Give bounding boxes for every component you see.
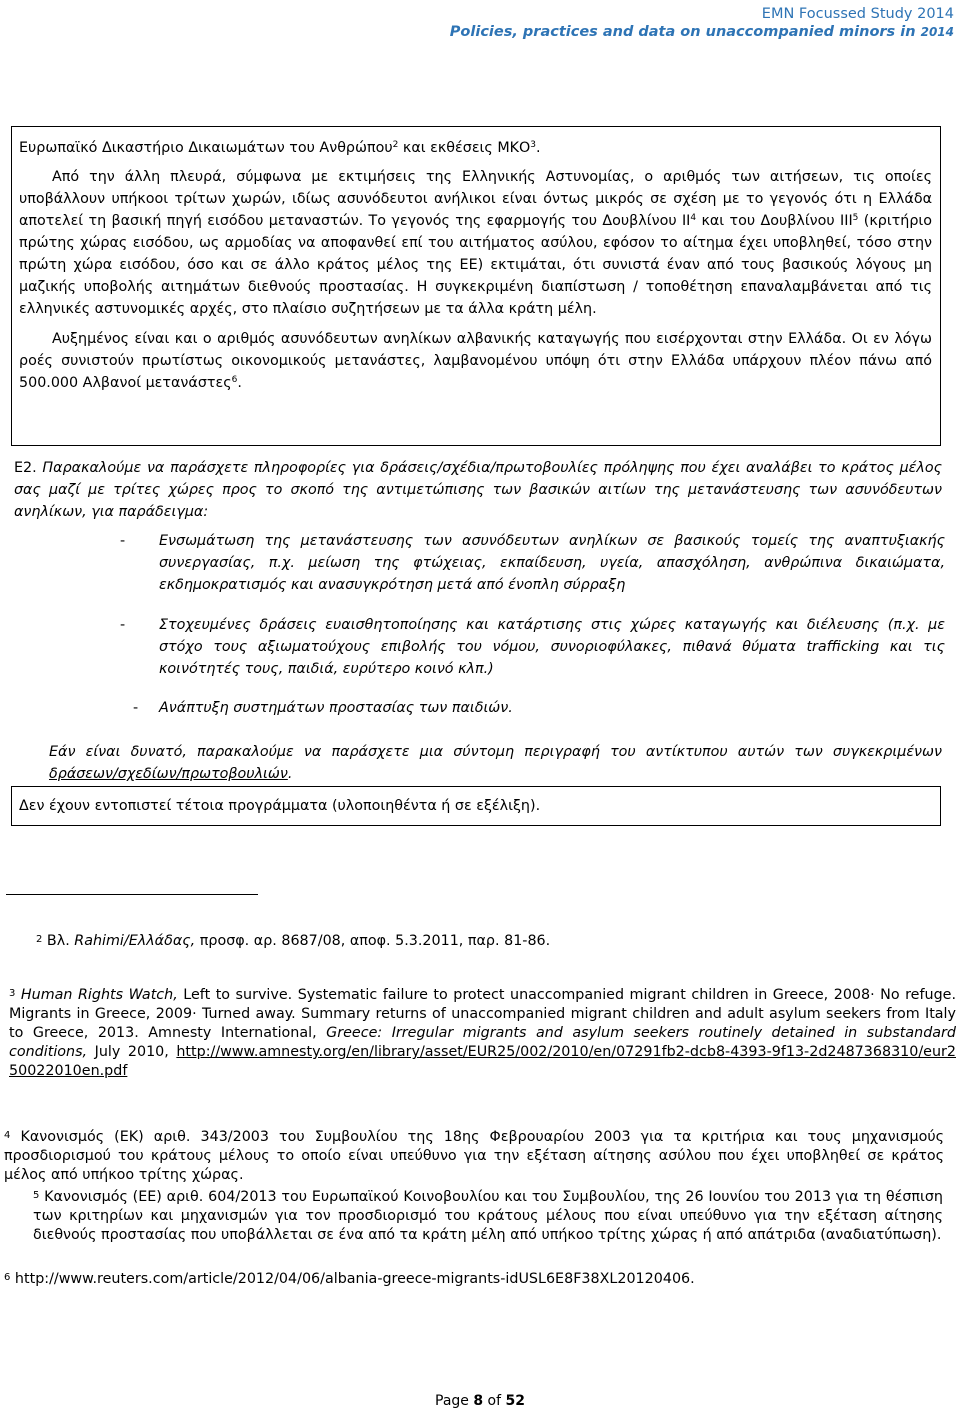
footnote-2 bbox=[36, 932, 936, 951]
bullet-dash-2: - bbox=[120, 617, 126, 633]
footnote-3-title: Greece: Irregular migrants and asylum seekers routinely detained in substandard conditions, bbox=[9, 1025, 956, 1060]
p0-text: Ευρωπαϊκό Δικαστήριο Δικαιωμάτων του Ανθρώπου bbox=[19, 140, 393, 156]
bullet-dash-3: - bbox=[133, 700, 139, 716]
bullet-dash-1: - bbox=[120, 533, 126, 549]
question-followup bbox=[49, 741, 942, 785]
footnote-3-org: Human Rights Watch, bbox=[15, 987, 178, 1003]
p1-text-b: και του Δουβλίνου ΙΙΙ bbox=[696, 213, 853, 229]
followup-underlined: δράσεων/σχεδίων/πρωτοβουλιών bbox=[49, 766, 288, 782]
page-total: 52 bbox=[505, 1393, 525, 1409]
p0-mid: και εκθέσεις ΜΚΟ bbox=[398, 140, 531, 156]
page-prefix: Page bbox=[435, 1393, 474, 1409]
question-text: Παρακαλούμε να παράσχετε πληροφορίες για δράσεις/σχέδια/πρωτοβουλίες πρόληψης που έχει αναλάβει το κράτος μέλος σας μαζί με τρίτες χώρες προς το σκοπό της αντιμετώπισης των βασικών αιτίων της μετανάστευσης των ασυνόδευτων ανηλίκων, για παράδειγμα: bbox=[14, 460, 942, 520]
footnote-ref-3[interactable]: 3 bbox=[530, 140, 537, 150]
footnote-3-number: 3 bbox=[9, 988, 16, 999]
box1-paragraph-2 bbox=[19, 328, 932, 394]
bullet-item-2: Στοχευμένες δράσεις ευαισθητοποίησης και κατάρτισης στις χώρες καταγωγής και διέλευσης (π.χ. με στόχο τους αξιωματούχους επιβολής του νόμου, συνοριοφύλακες, πιθανά θύματα trafficking και τις κοινότητές τους, παιδιά, ευρύτερο κοινό κλπ.) bbox=[159, 617, 945, 677]
footnote-6-number: 6 bbox=[4, 1272, 11, 1283]
p2-end: . bbox=[237, 375, 242, 391]
p1-text-c: (κριτήριο πρώτης χώρας εισόδου, ως αρμοδίας να αποφανθεί επί του αιτήματος ασύλου, εφόσον το αίτημα έχει υποβληθεί, τόσο στην πρώτη χώρα εισόδου, όσο και σε άλλο κράτος μέλος της ΕΕ) εκτιμάται, ότι συνιστά έναν από τους βασικούς λόγους μη μαζικής υποβολής αιτημάτων διεθνούς προστασίας. Η συγκεκριμένη διαπίστωση / τοποθέτηση επαναλαμβάνεται από τις ελληνικές αστυνομικές αρχές, στο πλαίσιο συζητήσεων με τα άλλα κράτη μέλη. bbox=[19, 213, 932, 317]
footnote-3 bbox=[9, 986, 956, 1081]
footnote-5-text: Κανονισμός (ΕΕ) αριθ. 604/2013 του Ευρωπαϊκού Κοινοβουλίου και του Συμβουλίου, της 26 Ιουνίου του 2013 για τη θέσπιση των κριτηρίων και μηχανισμών για τον προσδιορισμό του κράτους μέλους που είναι υπεύθυνο για την εξέταση αίτησης διεθνούς προστασίας που υποβάλλεται σε ένα από τα κράτη μέλη από υπήκοο τρίτης χώρας ή από απάτριδα (αναδιατύπωση). bbox=[33, 1189, 943, 1243]
footnote-ref-6[interactable]: 6 bbox=[231, 375, 238, 385]
footnote-3-link[interactable]: http://www.amnesty.org/en/library/asset/EUR25/002/2010/en/07291fb2-dcb8-4393-9f13-2d2487368310/eur250022010en.pdf bbox=[9, 1044, 956, 1079]
footnote-separator bbox=[6, 894, 258, 895]
p0-end: . bbox=[536, 140, 541, 156]
p2-text: Αυξημένος είναι και ο αριθμός ασυνόδευτων ανηλίκων αλβανικής καταγωγής που εισέρχονται στην Ελλάδα. Οι εν λόγω ροές συνιστούν πρωτίστως οικονομικούς μετανάστες, λαμβανομένου υπόψη ότι στην Ελλάδα υπάρχουν πλέον πάνω από 500.000 Αλβανοί μετανάστες bbox=[19, 331, 932, 391]
footnote-5 bbox=[33, 1188, 943, 1245]
answer-box-2 bbox=[11, 786, 941, 826]
footnote-6 bbox=[4, 1270, 944, 1289]
page-number bbox=[0, 1393, 960, 1409]
page-of: of bbox=[483, 1393, 506, 1409]
footnote-4-number: 4 bbox=[4, 1130, 11, 1141]
footnote-2-number: 2 bbox=[36, 934, 43, 945]
footnote-2-text-a: Βλ. bbox=[42, 933, 75, 949]
answer-text: Δεν έχουν εντοπιστεί τέτοια προγράμματα (υλοποιηθέντα ή σε εξέλιξη). bbox=[19, 798, 541, 814]
header-subtitle-text: Policies, practices and data on unaccompanied minors in bbox=[449, 24, 916, 40]
p1-text-a: Από την άλλη πλευρά, σύμφωνα με εκτιμήσεις της Ελληνικής Αστυνομίας, ο αριθμός των αιτήσεων, τις οποίες υποβάλλουν υπήκοοι τρίτων χωρών, ιδίως ασυνόδευτοι ανήλικοι είναι όντως μικρός σε σχέση με το γεγονός ότι η Ελλάδα αποτελεί τη βασική πηγή εισόδου μεταναστών. Το γεγονός της εφαρμογής του Δουβλίνου ΙΙ bbox=[19, 169, 932, 229]
answer-box-1 bbox=[11, 126, 941, 446]
header-study-subtitle bbox=[450, 24, 954, 40]
page-current: 8 bbox=[473, 1393, 484, 1409]
footnote-6-text: http://www.reuters.com/article/2012/04/06/albania-greece-migrants-idUSL6E8F38XL20120406. bbox=[10, 1271, 695, 1287]
footnote-4 bbox=[4, 1128, 944, 1185]
footnote-3-date: July 2010, bbox=[87, 1044, 177, 1060]
footnote-3-text-a: Left to survive. Systematic failure to protect unaccompanied migrant children in Greece, 2008· No refuge. Migrants in Greece, 2009· Turned away. Summary returns of unaccompanied migrant children and adult asylum seekers from Italy to Greece, 2013. Amnesty International, bbox=[9, 987, 956, 1041]
footnote-ref-4[interactable]: 4 bbox=[690, 213, 697, 223]
footnote-5-number: 5 bbox=[33, 1190, 40, 1201]
footnote-ref-5[interactable]: 5 bbox=[852, 213, 859, 223]
followup-text: Εάν είναι δυνατό, παρακαλούμε να παράσχετε μια σύντομη περιγραφή του αντίκτυπου αυτών των συγκεκριμένων bbox=[49, 744, 942, 760]
box1-paragraph-0 bbox=[19, 137, 932, 159]
header-study-title: EMN Focussed Study 2014 bbox=[761, 6, 954, 22]
box1-paragraph-1 bbox=[19, 166, 932, 320]
question-e2 bbox=[14, 457, 942, 523]
followup-end: . bbox=[287, 766, 293, 782]
header-subtitle-year: 2014 bbox=[920, 25, 954, 39]
question-label: Ε2. bbox=[14, 460, 37, 476]
bullet-item-1: Ενσωμάτωση της μετανάστευσης των ασυνόδευτων ανηλίκων σε βασικούς τομείς της αναπτυξιακής συνεργασίας, π.χ. μείωση της φτώχειας, εκπαίδευση, υγεία, απασχόληση, ανθρώπινα δικαιώματα, εκδημοκρατισμός και ανασυγκρότηση μετά από ένοπλη σύρραξη bbox=[159, 533, 945, 593]
footnote-ref-2[interactable]: 2 bbox=[392, 140, 399, 150]
footnote-4-text: Κανονισμός (ΕΚ) αριθ. 343/2003 του Συμβουλίου της 18ης Φεβρουαρίου 2003 για τα κριτήρια και τους μηχανισμούς προσδιορισμού του κράτους μέλους το οποίο είναι υπεύθυνο για την εξέταση αίτησης ασύλου που έχει υποβληθεί σε κράτος μέλος από υπήκοο τρίτης χώρας. bbox=[4, 1129, 944, 1183]
bullet-item-3: Ανάπτυξη συστημάτων προστασίας των παιδιών. bbox=[159, 700, 513, 716]
footnote-2-case: Rahimi/Ελλάδας, bbox=[74, 933, 196, 949]
footnote-2-text-b: προσφ. αρ. 8687/08, αποφ. 5.3.2011, παρ. 81-86. bbox=[195, 933, 551, 949]
